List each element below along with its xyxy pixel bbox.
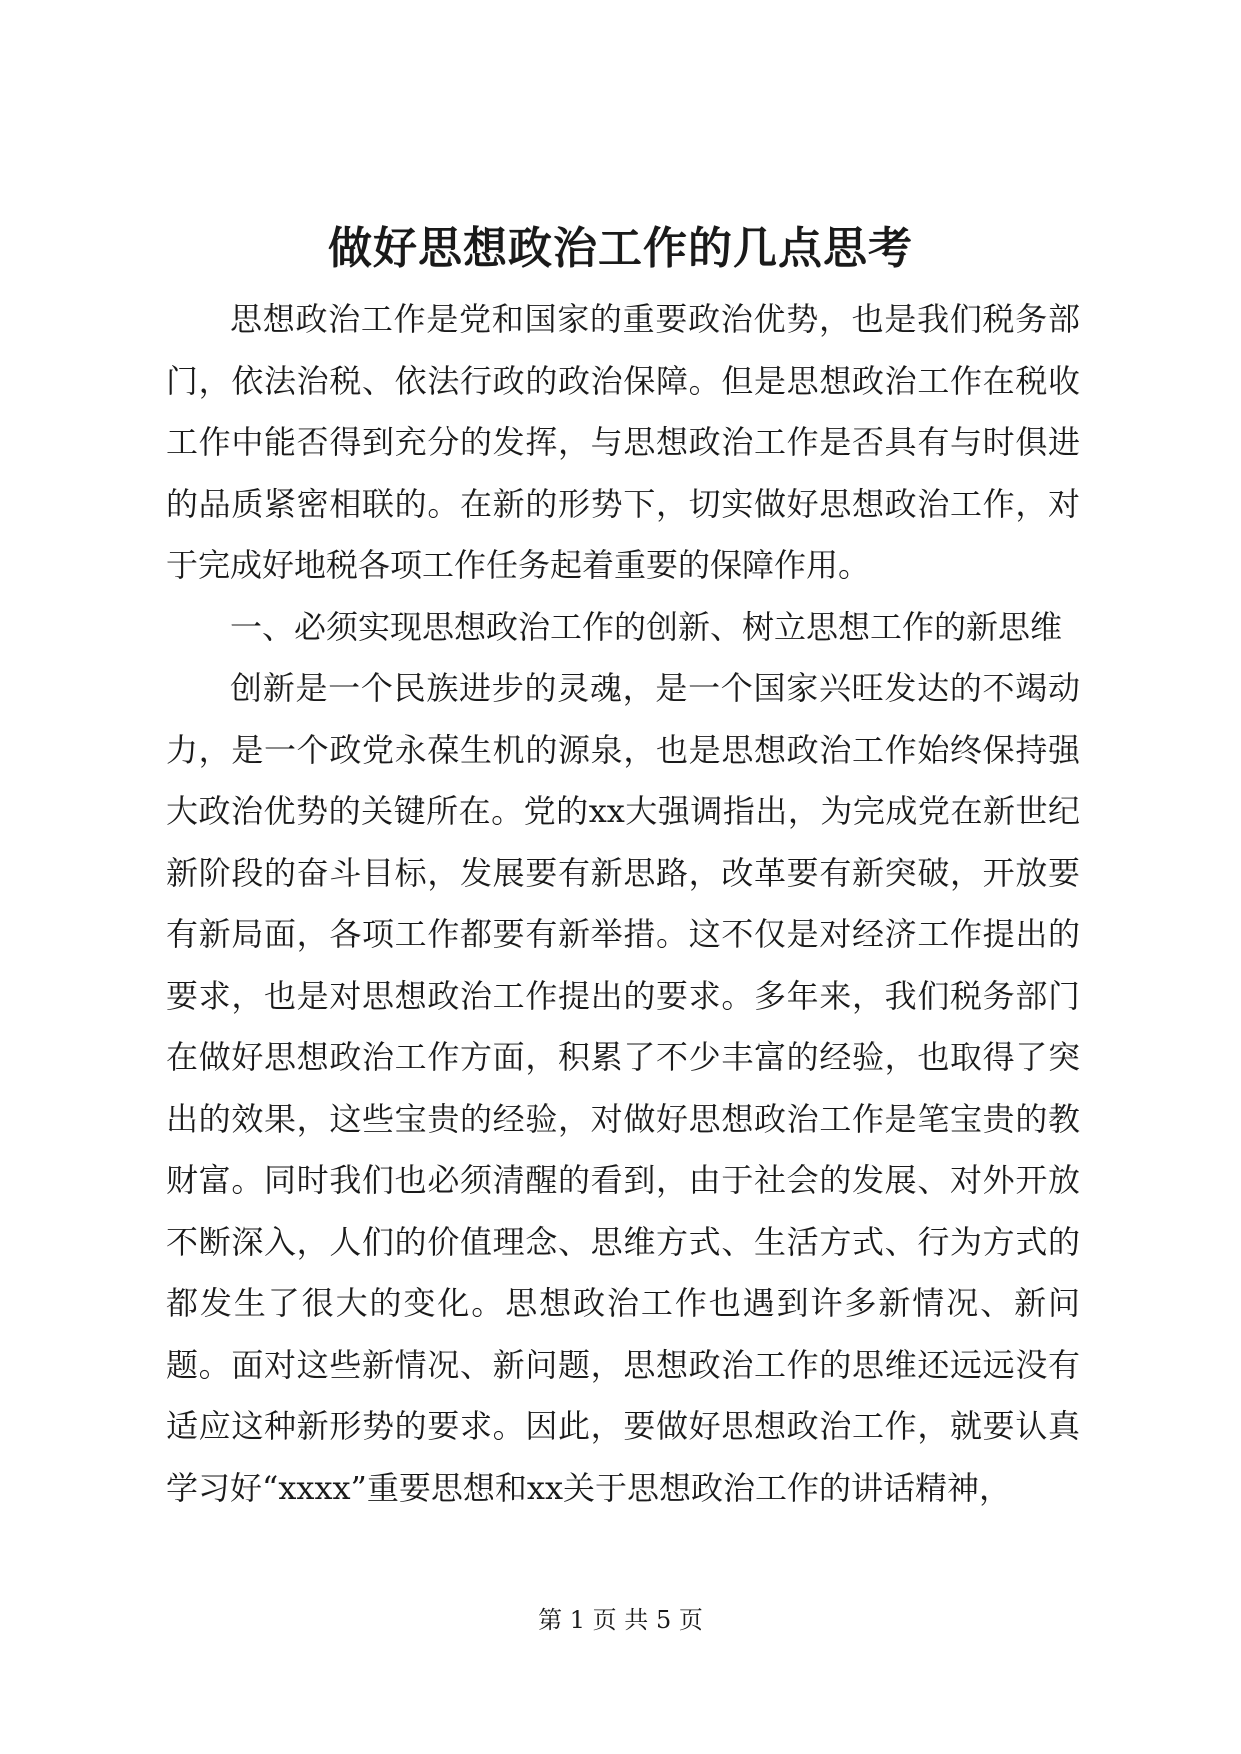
section-heading-1: 一、必须实现思想政治工作的创新、树立思想工作的新思维 — [230, 607, 1063, 646]
body-paragraph-innovation: 创新是一个民族进步的灵魂，是一个国家兴旺发达的不竭动力，是一个政党永葆生机的源泉，也是思想政治工作始终保持强大政治优势的关键所在。党的xx大强调指出，为完成党在新世纪新阶段的奋斗目标，发展要有新思路，改革要有新突破，开放要有新局面，各项工作都要有新举措。这不仅是对经济工作提出的要求，也是对思想政治工作提出的要求。多年来，我们税务部门在做好思想政治工作方面，积累了不少丰富的经验，也取得了突出的效果，这些宝贵的经验，对做好思想政治工作是笔宝贵的教财富。同时我们也必须清醒的看到，由于社会的发展、对外开放不断深入，人们的价值理念、思维方式、生活方式、行为方式的都发生了很大的变化。思想政治工作也遇到许多新情况、新问题。面对这些新情况、新问题，思想政治工作的思维还远远没有适应这种新形势的要求。因此，要做好思想政治工作，就要认真学习好“xxxx”重要思想和xx关于思想政治工作的讲话精神， — [166, 669, 1080, 1507]
page-number-footer: 第 1 页 共 5 页 — [538, 1606, 703, 1634]
document-title: 做好思想政治工作的几点思考 — [328, 223, 913, 274]
body-paragraph-intro: 思想政治工作是党和国家的重要政治优势，也是我们税务部门，依法治税、依法行政的政治保障。但是思想政治工作在税收工作中能否得到充分的发挥，与思想政治工作是否具有与时俱进的品质紧密相联的。在新的形势下，切实做好思想政治工作，对于完成好地税各项工作任务起着重要的保障作用。 — [166, 300, 1080, 584]
document-body — [166, 289, 1080, 1519]
